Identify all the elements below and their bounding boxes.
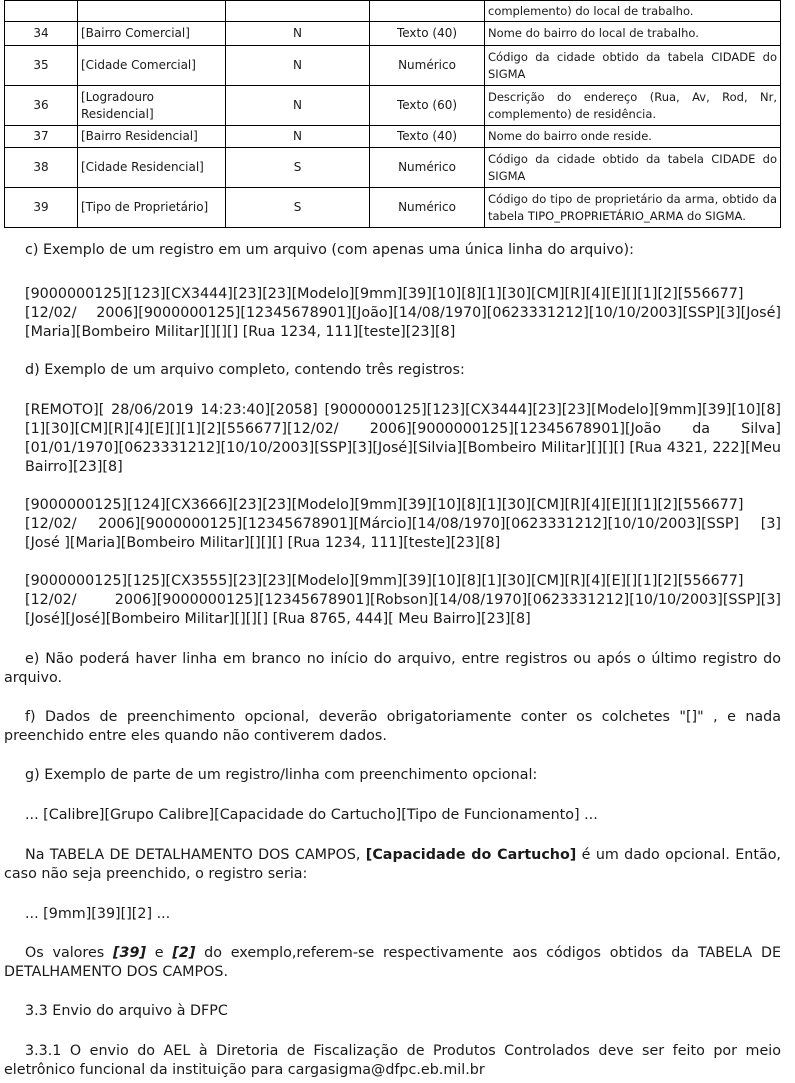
field-type: Texto (40) [370,126,485,148]
field-type: Numérico [370,148,485,188]
section-f-text: f) Dados de preenchimento opcional, deverão obrigatoriamente conter os colchetes "[]" , e nada preenchido entre eles quando não contiverem dados. [4,709,781,744]
field-required: N [226,126,370,148]
field-type: Numérico [370,46,485,86]
field-number: 35 [5,46,78,86]
field-name: [Logradouro Residencial] [78,86,226,126]
field-number: 34 [5,22,78,46]
section-d-example-1: [REMOTO][ 28/06/2019 14:23:40][2058] [9000000125][123][CX3444][23][23][Modelo][9mm][39][10][8][1][30][CM][R][4][E][][1][2][556677][12/02/ 2006][9000000125][12345678901][João da Silva][01/01/1970][0623331212][10/10/2003][SSP][3][José][Silvia][Bombeiro Militar][][][] [Rua 4321, 222][Meu Bairro][23][8] [25,402,781,475]
values-text-pre: Os valores [25,945,114,961]
values-text-post: do exemplo,referem-se respectivamente aos códigos obtidos da TABELA DE DETALHAMENTO DOS CAMPOS. [4,945,781,980]
field-required: S [226,188,370,228]
field-number: 36 [5,86,78,126]
field-name: [Cidade Comercial] [78,46,226,86]
field-required: S [226,148,370,188]
field-required: N [226,46,370,86]
optional-record-example: ... [9mm][39][][2] ... [25,906,171,922]
field-number: 37 [5,126,78,148]
section-d-example-3: [9000000125][125][CX3555][23][23][Modelo][9mm][39][10][8][1][30][CM][R][4][E][][1][2][556677][12/02/ 2006][9000000125][12345678901][Robson][14/08/1970][0623331212][10/10/2003][SSP][3][José][José][Bombeiro Militar][][][] [Rua 8765, 444][ Meu Bairro][23][8] [25,573,781,627]
field-number: 38 [5,148,78,188]
field-name: [Bairro Residencial] [78,126,226,148]
section-e-text: e) Não poderá haver linha em branco no início do arquivo, entre registros ou após o último registro do arquivo. [4,651,781,686]
field-required: N [226,22,370,46]
field-description: Código da cidade obtido da tabela CIDADE do SIGMA [485,148,781,188]
values-text-mid: e [145,945,173,961]
field-number: 39 [5,188,78,228]
section-g-example: ... [Calibre][Grupo Calibre][Capacidade do Cartucho][Tipo de Funcionamento] ... [25,807,598,823]
field-name: [Cidade Residencial] [78,148,226,188]
field-description: Nome do bairro do local de trabalho. [485,22,781,46]
optional-field-highlight: [Capacidade do Cartucho] [365,847,577,863]
section-d-heading: d) Exemplo de um arquivo completo, contendo três registros: [25,362,465,378]
field-description: Código da cidade obtido da tabela CIDADE do SIGMA [485,46,781,86]
section-c-heading: c) Exemplo de um registro em um arquivo (com apenas uma única linha do arquivo): [25,242,634,258]
optional-field-text-post: é um dado opcional. Então, caso não seja preenchido, o registro seria: [4,847,781,882]
field-description: Código do tipo de proprietário da arma, obtido da tabela TIPO_PROPRIETÁRIO_ARMA do SIGMA. [485,188,781,228]
field-required: N [226,86,370,126]
section-d-example-2: [9000000125][124][CX3666][23][23][Modelo][9mm][39][10][8][1][30][CM][R][4][E][][1][2][556677][12/02/ 2006][9000000125][12345678901][Márcio][14/08/1970][0623331212][10/10/2003][SSP] [3][José ][Maria][Bombeiro Militar][][][] [Rua 1234, 111][teste][23][8] [25,497,781,551]
section-c-example: [9000000125][123][CX3444][23][23][Modelo][9mm][39][10][8][1][30][CM][R][4][E][][1][2][556677][12/02/ 2006][9000000125][12345678901][João][14/08/1970][0623331212][10/10/2003][SSP][3][José][Maria][Bombeiro Militar][][][] [Rua 1234, 111][teste][23][8] [25,286,781,340]
field-type: Texto (40) [370,22,485,46]
field-description: Nome do bairro onde reside. [485,126,781,148]
values-highlight-39: [39] [113,945,146,961]
document-body [4,0,781,1083]
field-name: [Tipo de Proprietário] [78,188,226,228]
section-3-3-heading: 3.3 Envio do arquivo à DFPC [25,1003,228,1019]
values-highlight-2: [2] [172,945,196,961]
optional-field-paragraph [4,846,781,884]
field-description: complemento) do local de trabalho. [485,1,781,22]
field-type: Texto (60) [370,86,485,126]
field-name: [Bairro Comercial] [78,22,226,46]
field-type: Numérico [370,188,485,228]
section-3-3-1-text: 3.3.1 O envio do AEL à Diretoria de Fiscalização de Produtos Controlados deve ser feito por meio eletrônico funcional da instituição para cargasigma@dfpc.eb.mil.br [4,1043,781,1078]
section-g-heading: g) Exemplo de parte de um registro/linha com preenchimento opcional: [25,767,538,783]
values-paragraph [4,944,781,982]
field-description: Descrição do endereço (Rua, Av, Rod, Nr, complemento) de residência. [485,86,781,126]
optional-field-text-pre: Na TABELA DE DETALHAMENTO DOS CAMPOS, [25,847,366,863]
